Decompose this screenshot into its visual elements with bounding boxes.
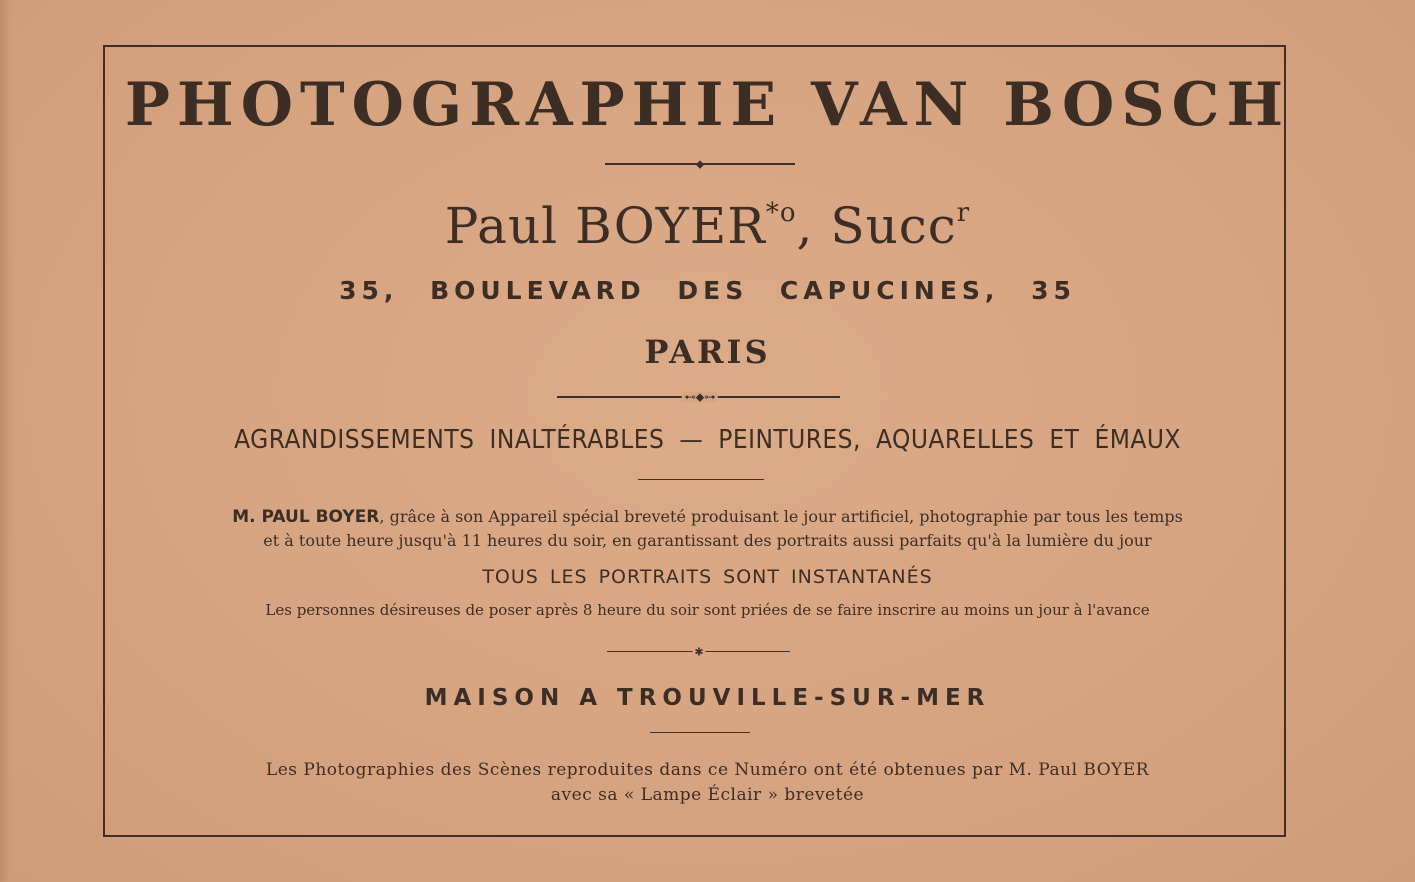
successor-line (0, 197, 1415, 255)
successor-name: Paul BOYER (444, 197, 766, 255)
successor-sup: r (956, 198, 971, 228)
address: 35, BOULEVARD DES CAPUCINES, 35 (339, 276, 1076, 305)
description-line-1 (0, 507, 1415, 527)
credit-line-2: avec sa « Lampe Éclair » brevetée (550, 785, 865, 805)
credit-line-1: Les Photographies des Scènes reproduites dans ce Numéro ont été obtenues par M. Paul BOYER (265, 760, 1150, 780)
divider-3 (638, 479, 764, 480)
divider-5 (650, 732, 750, 733)
appointment-note: Les personnes désireuses de poser après 8 heure du soir sont priées de se faire inscrire au moins un jour à l'avance (265, 601, 1150, 619)
studio-title: PHOTOGRAPHIE VAN BOSCH (124, 70, 1291, 140)
description-line-1-text: , grâce à son Appareil spécial breveté produisant le jour artificiel, photographie par tous les temps (379, 507, 1183, 526)
divider-1-ornament: ◆ (695, 157, 705, 171)
successor-suffix: , Succ (796, 197, 957, 255)
divider-4-ornament: ✱ (694, 645, 704, 659)
branch-house: MAISON A TROUVILLE-SUR-MER (424, 685, 991, 711)
description-lead: M. PAUL BOYER (232, 507, 380, 527)
description-line-2: et à toute heure jusqu'à 11 heures du soir, en garantissant des portraits aussi parfaits qu'à la lumière du jour (263, 531, 1152, 550)
successor-mark: *o (765, 198, 797, 228)
city: PARIS (644, 333, 771, 371)
instant-portraits: TOUS LES PORTRAITS SONT INSTANTANÉS (482, 566, 933, 588)
divider-2-ornament: ⊷◆⊶ (682, 392, 718, 403)
services-line: AGRANDISSEMENTS INALTÉRABLES — PEINTURES, AQUARELLES ET ÉMAUX (234, 425, 1181, 455)
